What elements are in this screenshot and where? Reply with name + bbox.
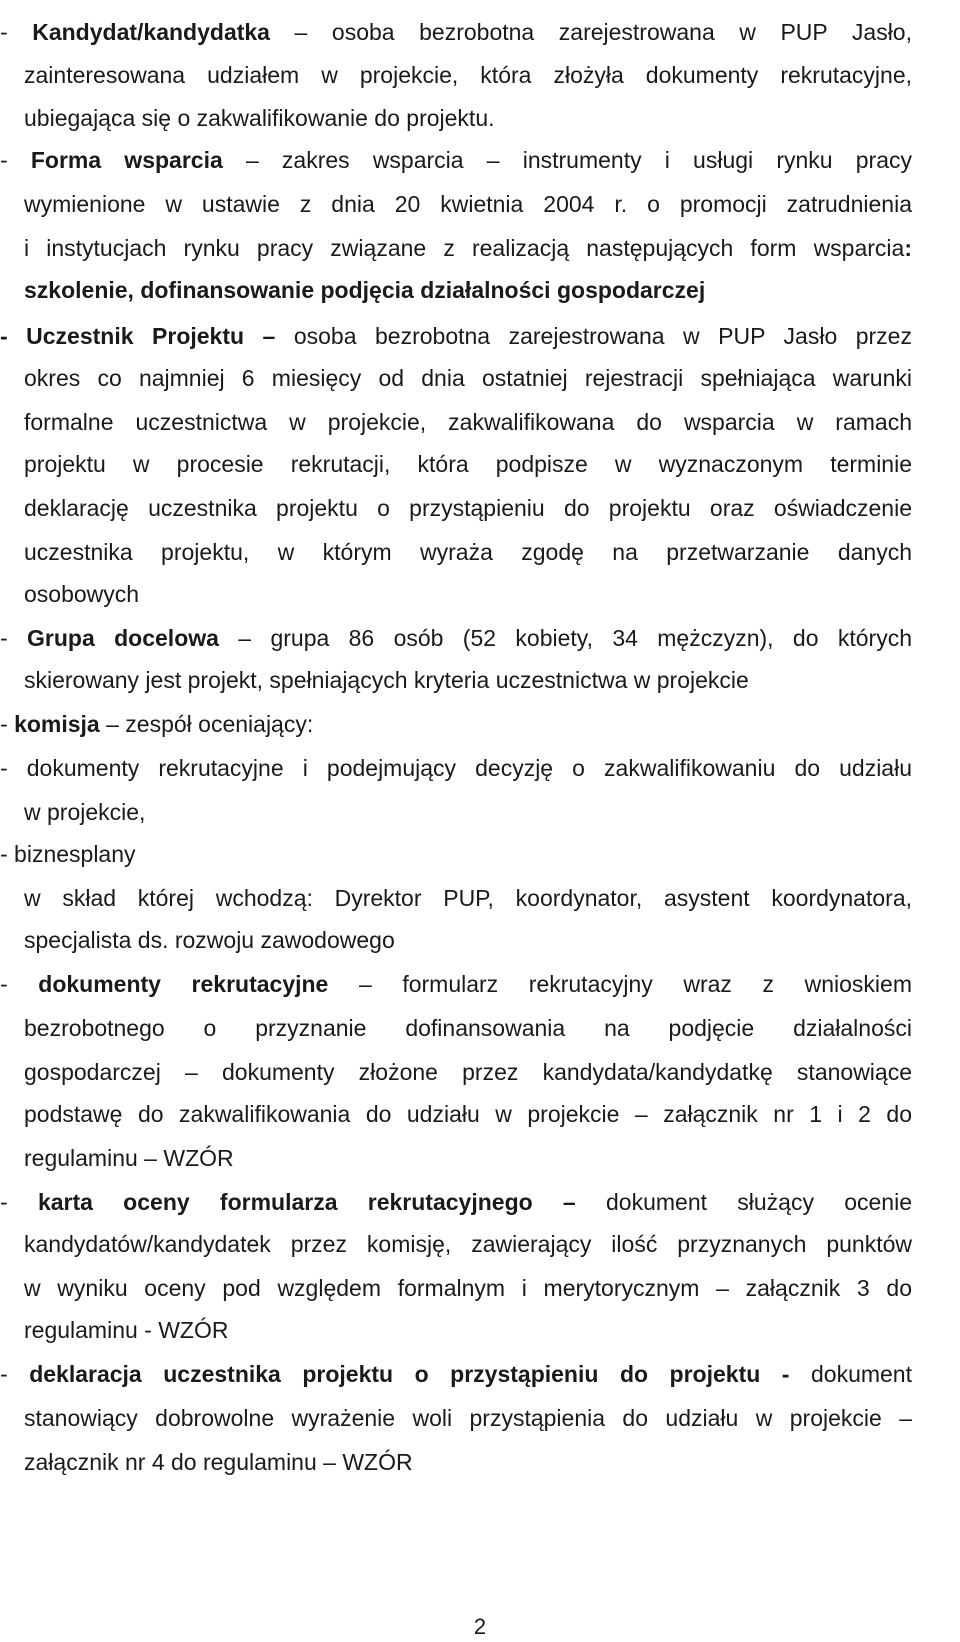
text-run: specjalista ds. rozwoju zawodowego — [24, 927, 395, 953]
text-run: projektu w procesie rekrutacji, która podpisze w wyznaczonym terminie — [24, 451, 912, 477]
text-line — [24, 574, 912, 614]
page-number: 2 — [473, 1614, 487, 1639]
text-line — [24, 55, 912, 95]
text-run: - — [0, 147, 31, 173]
text-run: - — [0, 971, 39, 997]
bold-term: dokumenty rekrutacyjne — [38, 971, 329, 997]
text-run: – formularz rekrutacyjny wraz z wnioskiem — [328, 971, 912, 997]
text-run: – osoba bezrobotna zarejestrowana w PUP Jasło, — [269, 19, 912, 45]
text-run: stanowiący dobrowolne wyrażenie woli przystąpienia do udziału w projekcie – — [24, 1405, 912, 1431]
text-line — [24, 920, 912, 960]
text-run: deklarację uczestnika projektu o przystąpieniu do projektu oraz oświadczenie — [24, 495, 912, 521]
text-run: - — [0, 711, 15, 737]
text-line — [24, 1052, 912, 1092]
text-line — [0, 1182, 912, 1222]
text-run: - biznesplany — [0, 841, 136, 867]
text-line — [24, 1008, 912, 1048]
bold-term: Kandydat/kandydatka — [32, 19, 270, 45]
text-run: – zespół oceniający: — [99, 711, 314, 737]
text-run: w projekcie, — [24, 799, 146, 825]
text-run: uczestnika projektu, w którym wyraża zgodę na przetwarzanie danych — [24, 539, 912, 565]
text-line — [0, 316, 912, 356]
text-line — [24, 228, 912, 268]
text-run: – grupa 86 osób (52 kobiety, 34 mężczyzn), do których — [218, 625, 912, 651]
text-run: podstawę do zakwalifikowania do udziału w projekcie – załącznik nr 1 i 2 do — [24, 1101, 912, 1127]
text-line — [0, 12, 912, 52]
text-run: wymienione w ustawie z dnia 20 kwietnia 2004 r. o promocji zatrudnienia — [24, 191, 912, 217]
text-run: - — [0, 1361, 30, 1387]
text-line — [24, 1442, 912, 1482]
bold-term: - Uczestnik Projektu – — [0, 323, 276, 349]
text-line — [24, 488, 912, 528]
text-line — [24, 358, 912, 398]
text-line — [24, 878, 912, 918]
text-line — [24, 444, 912, 484]
text-run: skierowany jest projekt, spełniających kryteria uczestnictwa w projekcie — [24, 667, 749, 693]
text-line — [0, 704, 912, 744]
text-line — [24, 660, 912, 700]
text-run: gospodarczej – dokumenty złożone przez kandydata/kandydatkę stanowiące — [24, 1059, 912, 1085]
text-line — [24, 1138, 912, 1178]
text-run: dokument — [789, 1361, 912, 1387]
text-line — [24, 1398, 912, 1438]
text-run: regulaminu - WZÓR — [24, 1317, 229, 1343]
text-run: zainteresowana udziałem w projekcie, która złożyła dokumenty rekrutacyjne, — [24, 62, 912, 88]
bold-term: Forma wsparcia — [30, 147, 223, 173]
text-run: bezrobotnego o przyznanie dofinansowania na podjęcie działalności — [24, 1015, 912, 1041]
text-run: ubiegająca się o zakwalifikowanie do projektu. — [24, 105, 495, 131]
text-run: - — [0, 1189, 38, 1215]
text-run: formalne uczestnictwa w projekcie, zakwalifikowana do wsparcia w ramach — [24, 409, 912, 435]
text-line — [24, 1310, 912, 1350]
text-line — [24, 532, 912, 572]
text-line — [0, 834, 912, 874]
text-run: i instytucjach rynku pracy związane z realizacją następujących form wsparcia — [24, 235, 905, 261]
text-run: kandydatów/kandydatek przez komisję, zawierający ilość przyznanych punktów — [24, 1231, 912, 1257]
text-line — [24, 402, 912, 442]
text-run: regulaminu – WZÓR — [24, 1145, 234, 1171]
text-line — [0, 140, 912, 180]
text-run: - — [0, 625, 28, 651]
text-line — [24, 270, 912, 310]
text-line — [24, 98, 912, 138]
bold-term: szkolenie, dofinansowanie podjęcia działalności gospodarczej — [24, 277, 706, 303]
text-line — [0, 964, 912, 1004]
text-line — [0, 748, 912, 788]
text-line — [24, 184, 912, 224]
text-run: - — [0, 19, 33, 45]
bold-term: karta oceny formularza rekrutacyjnego – — [37, 1189, 576, 1215]
bold-term: : — [904, 235, 912, 261]
text-line — [0, 1354, 912, 1394]
bold-term: deklaracja uczestnika projektu o przystąpieniu do projektu - — [29, 1361, 790, 1387]
text-line — [24, 1224, 912, 1264]
text-line — [24, 1268, 912, 1308]
text-run: okres co najmniej 6 miesięcy od dnia ostatniej rejestracji spełniająca warunki — [24, 365, 912, 391]
bold-term: komisja — [14, 711, 100, 737]
text-run: - dokumenty rekrutacyjne i podejmujący decyzję o zakwalifikowaniu do udziału — [0, 755, 912, 781]
text-line — [0, 618, 912, 658]
bold-term: Grupa docelowa — [27, 625, 219, 651]
text-run: w wyniku oceny pod względem formalnym i merytorycznym – załącznik 3 do — [24, 1275, 912, 1301]
text-run: osobowych — [24, 581, 140, 607]
text-run: załącznik nr 4 do regulaminu – WZÓR — [24, 1449, 413, 1475]
text-run: dokument służący ocenie — [575, 1189, 912, 1215]
text-line — [24, 792, 912, 832]
text-run: osoba bezrobotna zarejestrowana w PUP Jasło przez — [275, 323, 912, 349]
text-run: – zakres wsparcia – instrumenty i usługi rynku pracy — [222, 147, 912, 173]
text-run: w skład której wchodzą: Dyrektor PUP, koordynator, asystent koordynatora, — [24, 885, 912, 911]
text-line — [24, 1094, 912, 1134]
